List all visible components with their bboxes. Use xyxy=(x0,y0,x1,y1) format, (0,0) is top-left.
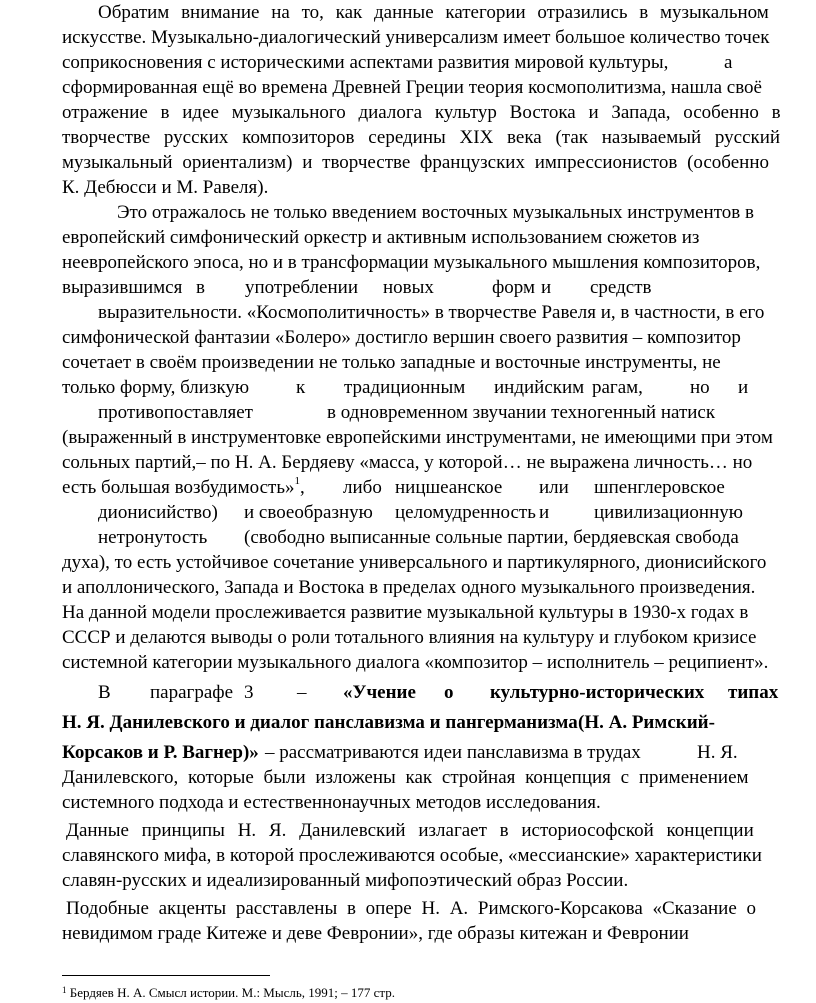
p3-line-3c: Н. Я. xyxy=(697,742,738,763)
p2-line-3: неевропейского эпоса, но и в трансформации музыкального мышления композиторов, xyxy=(62,252,761,273)
p5-line-1: Подобные акценты расставлены в опере Н. А. Римского-Корсакова «Сказание о xyxy=(66,898,757,919)
p2-line-17: На данной модели прослеживается развитие музыкальной культуры в 1930-х годах в xyxy=(62,602,749,623)
p2-line-8a: только форму, близкую xyxy=(62,377,250,398)
p2-line-4d: новых xyxy=(383,277,434,298)
footnote xyxy=(62,985,395,1001)
p3-line-2b: (Н. А. Римский- xyxy=(578,712,715,733)
p2-line-8d: индийским xyxy=(494,377,585,398)
footnote-separator xyxy=(62,975,270,976)
p4-line-1: Данные принципы Н. Я. Данилевский излагает в историософской концепции xyxy=(66,820,754,841)
p2-line-11: сольных партий,– по Н. А. Бердяеву «масса, у которой… не выражена личность… но xyxy=(62,452,753,473)
p3-line-1a: В xyxy=(98,682,111,703)
p2-line-4c: употреблении xyxy=(245,277,358,298)
p3-line-4: Данилевского, которые были изложены как стройная концепция с применением xyxy=(62,767,749,788)
p2-line-13d: и xyxy=(539,502,550,523)
p3-line-3b: – рассматриваются идеи панславизма в трудах xyxy=(265,742,641,763)
p2-line-8f: но xyxy=(690,377,710,398)
p3-line-1g: культурно-исторических xyxy=(490,682,705,703)
p2-line-8e: рагам, xyxy=(592,377,643,398)
p1-line-2: искусстве. Музыкально-диалогический универсализм имеет большое количество точек xyxy=(62,27,770,48)
p3-line-1b: параграфе xyxy=(150,682,234,703)
p2-line-4g: средств xyxy=(590,277,652,298)
p2-line-18: СССР и делаются выводы о роли тотального влияния на культуру и глубоком кризисе xyxy=(62,627,757,648)
p2-line-19: системной категории музыкального диалога «композитор – исполнитель – реципиент». xyxy=(62,652,769,673)
p2-line-6: симфонической фантазии «Болеро» достигло вершин своего развития – композитор xyxy=(62,327,741,348)
p3-line-1c: 3 xyxy=(244,682,254,703)
p2-line-8g: и xyxy=(738,377,749,398)
p1-line-6: творчестве русских композиторов середины XIX века (так называемый русский xyxy=(62,127,781,148)
p2-line-12d: или xyxy=(539,477,569,498)
p2-line-15: духа), то есть устойчивое сочетание универсального и партикулярного, дионисийского xyxy=(62,552,767,573)
p2-line-9b: в одновременном звучании техногенный натиск xyxy=(327,402,716,423)
p3-line-1e: «Учение xyxy=(343,682,416,703)
p5-line-2: невидимом граде Китеже и деве Февронии», где образы китежан и Февронии xyxy=(62,923,689,944)
p3-line-1d: – xyxy=(297,682,307,703)
p3-line-3a: Корсаков и Р. Вагнер)» xyxy=(62,742,259,763)
p2-line-4e: форм xyxy=(492,277,536,298)
footnote-mark: 1 xyxy=(62,985,67,995)
p2-line-4f: и xyxy=(541,277,552,298)
footnote-text: Бердяев Н. А. Смысл истории. М.: Мысль, 1991; – 177 стр. xyxy=(69,985,396,1000)
p2-line-10: (выраженный в инструментовке европейскими инструментами, не имеющими при этом xyxy=(62,427,773,448)
p2-line-12b: либо xyxy=(343,477,382,498)
footnote-reference[interactable]: 1 xyxy=(294,475,300,487)
p3-line-1f: о xyxy=(444,682,454,703)
p2-line-12a: есть большая возбудимость»$^1$, xyxy=(62,475,305,498)
p2-line-13b: и своеобразную xyxy=(244,502,373,523)
p3-line-5: системного подхода и естественнонаучных методов исследования. xyxy=(62,792,601,813)
p2-line-4a: выразившимся xyxy=(62,277,183,298)
p2-line-14a: нетронутость xyxy=(98,527,208,548)
p2-line-8b: к xyxy=(296,377,306,398)
p2-line-1: Это отражалось не только введением восточных музыкальных инструментов в xyxy=(117,202,754,223)
p2-line-13e: цивилизационную xyxy=(594,502,743,523)
p2-line-12e: шпенглеровское xyxy=(594,477,725,498)
p2-line-12c: ницшеанское xyxy=(395,477,503,498)
p4-line-3: славян-русских и идеализированный мифопоэтический образ России. xyxy=(62,870,629,891)
p1-line-7: музыкальный ориентализм) и творчестве французских импрессионистов (особенно xyxy=(62,152,769,173)
text: есть большая возбудимость» xyxy=(62,477,295,498)
p3-line-2a: Н. Я. Данилевского и диалог панславизма и пангерманизма xyxy=(62,712,578,733)
p1-line-8: К. Дебюсси и М. Равеля). xyxy=(62,177,269,198)
p1-line-3b: а xyxy=(724,52,733,73)
p2-line-9a: противопоставляет xyxy=(98,402,253,423)
p2-line-13a: дионисийство) xyxy=(98,502,218,523)
p3-line-1h: типах xyxy=(728,682,779,703)
p2-line-8c: традиционным xyxy=(344,377,466,398)
p1-line-3a: соприкосновения с историческими аспектами развития мировой культуры, xyxy=(62,52,669,73)
p2-line-2: европейский симфонический оркестр и активным использованием сюжетов из xyxy=(62,227,700,248)
p2-line-5: выразительности. «Космополитичность» в творчестве Равеля и, в частности, в его xyxy=(98,302,765,323)
text: Обратим внимание на то, как данные категории отразились в музыкальном xyxy=(98,2,769,23)
p2-line-7: сочетает в своём произведении не только западные и восточные инструменты, не xyxy=(62,352,721,373)
p2-line-13c: целомудренность xyxy=(395,502,536,523)
p2-line-16: и аполлонического, Запада и Востока в пределах одного музыкального произведения. xyxy=(62,577,756,598)
p2-line-4b: в xyxy=(196,277,205,298)
p1-line-4: сформированная ещё во времена Древней Греции теория космополитизма, нашла своё xyxy=(62,77,762,98)
p2-line-14b: (свободно выписанные сольные партии, бердяевская свобода xyxy=(244,527,739,548)
p4-line-2: славянского мифа, в которой прослеживаются особые, «мессианские» характеристики xyxy=(62,845,762,866)
p1-line-1 xyxy=(98,2,769,24)
p1-line-5: отражение в идее музыкального диалога культур Востока и Запада, особенно в xyxy=(62,102,781,123)
